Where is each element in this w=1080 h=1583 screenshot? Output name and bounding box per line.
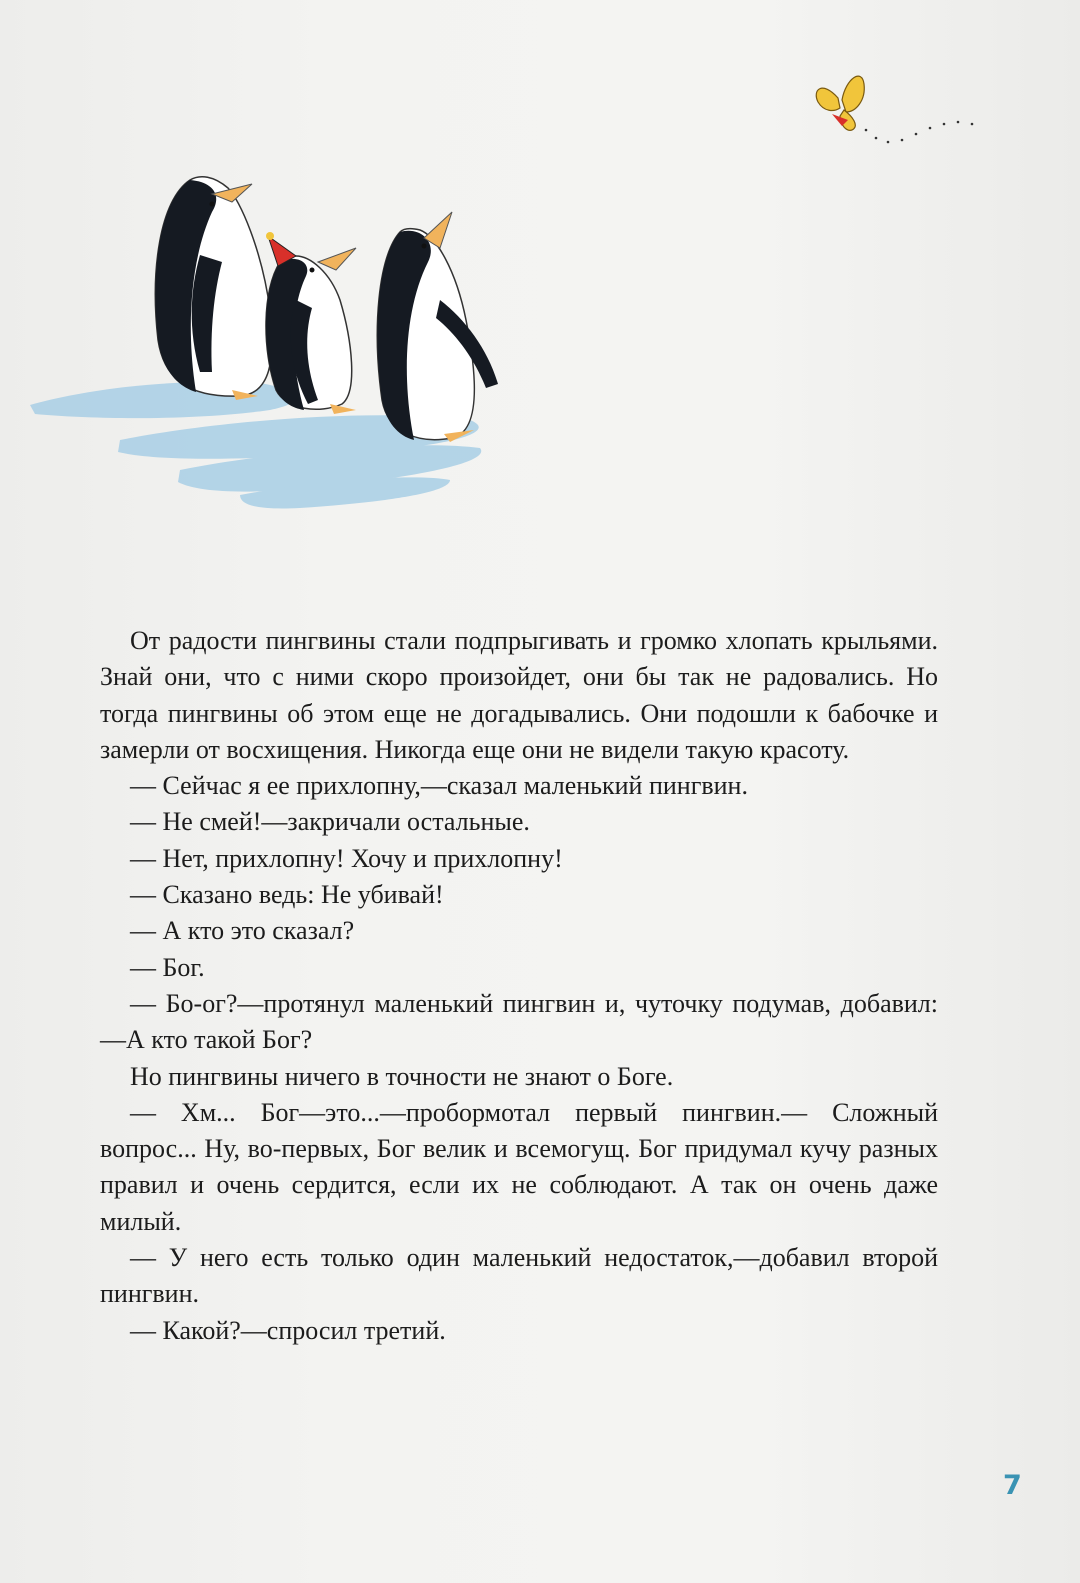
butterfly-icon: [816, 76, 973, 143]
dialogue-line: — А кто это сказал?: [130, 916, 355, 946]
dialogue-line: — Сказано ведь: Не убивай!: [130, 880, 444, 910]
dialogue-line: — У него есть только один маленький недостаток,—добавил второй пингвин.: [100, 1243, 938, 1309]
penguin-left: [155, 177, 272, 400]
dialogue-line: — Хм... Бог—это...—пробормотал первый пингвин.— Сложный вопрос... Ну, во-первых, Бог велик и всемогущ. Бог придумал кучу разных правил и очень сердится, если их не соблюдают. А так он очень даже милый.: [100, 1097, 938, 1236]
dialogue-line: — Нет, прихлопну! Хочу и прихлопну!: [130, 843, 563, 873]
page-number: 7: [1003, 1470, 1022, 1501]
paragraph: От радости пингвины стали подпрыгивать и громко хлопать крыльями. Знай они, что с ними скоро произойдет, они бы так не радовались. Но тогда пингвины об этом еще не догадывались. Они подошли к бабочке и замерли от восхищения. Никогда еще они не видели такую красоту.: [100, 626, 938, 764]
penguin-right: [377, 212, 498, 442]
dialogue-line: — Сейчас я ее прихлопну,—сказал маленький пингвин.: [130, 771, 748, 801]
story-text: [100, 623, 938, 1349]
dialogue-line: — Не смей!—закричали остальные.: [130, 807, 530, 837]
dialogue-line: — Бог.: [130, 952, 205, 982]
dialogue-line: — Какой?—спросил третий.: [130, 1315, 446, 1345]
penguin-middle: [266, 232, 356, 414]
dialogue-line: — Бо-ог?—протянул маленький пингвин и, чуточку подумав, добавил:—А кто такой Бог?: [100, 988, 938, 1055]
penguins-illustration: [0, 0, 1080, 520]
paragraph: Но пингвины ничего в точности не знают о Боге.: [130, 1061, 674, 1091]
